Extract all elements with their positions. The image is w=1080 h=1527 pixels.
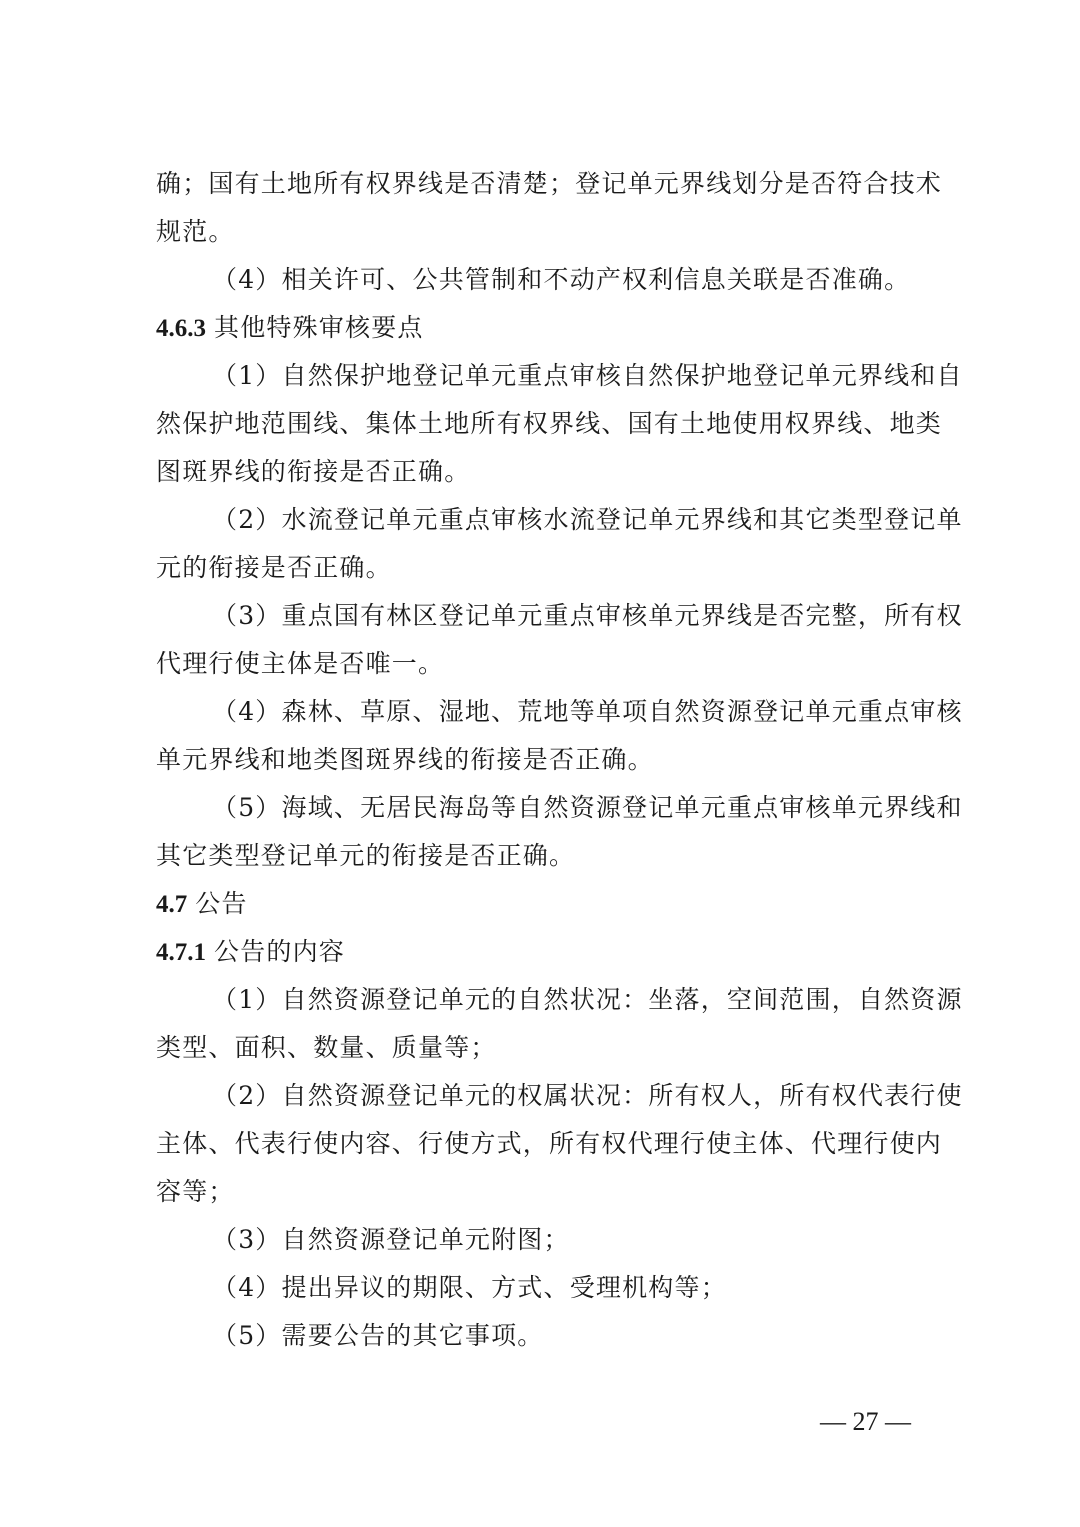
section-number: 4.6.3 bbox=[156, 315, 206, 342]
paragraph-first-line: （2）自然资源登记单元的权属状况：所有权人，所有权代表行使 bbox=[212, 1081, 963, 1110]
paragraph-line: 容等； bbox=[156, 1177, 235, 1206]
page-footer bbox=[0, 1402, 1080, 1442]
section-number: 4.7.1 bbox=[156, 939, 206, 966]
section-title: 公告的内容 bbox=[214, 937, 346, 966]
paragraph-line: 规范。 bbox=[156, 217, 235, 246]
section-number: 4.7 bbox=[156, 891, 188, 918]
paragraph-first-line: （4）提出异议的期限、方式、受理机构等； bbox=[212, 1273, 727, 1302]
paragraph-first-line: （5）海域、无居民海岛等自然资源登记单元重点审核单元界线和 bbox=[212, 793, 963, 822]
paragraph-first-line: （3）重点国有林区登记单元重点审核单元界线是否完整，所有权 bbox=[212, 601, 963, 630]
paragraph-first-line: （3）自然资源登记单元附图； bbox=[212, 1225, 570, 1254]
paragraph-line: 单元界线和地类图斑界线的衔接是否正确。 bbox=[156, 745, 654, 774]
paragraph-line: 元的衔接是否正确。 bbox=[156, 553, 392, 582]
paragraph-line: 图斑界线的衔接是否正确。 bbox=[156, 457, 471, 486]
paragraph-line: 其它类型登记单元的衔接是否正确。 bbox=[156, 841, 576, 870]
paragraph-first-line: （1）自然资源登记单元的自然状况：坐落，空间范围，自然资源 bbox=[212, 985, 963, 1014]
section-heading bbox=[156, 880, 926, 928]
paragraph-first-line: （4）森林、草原、湿地、荒地等单项自然资源登记单元重点审核 bbox=[212, 697, 963, 726]
paragraph-first-line: （1）自然保护地登记单元重点审核自然保护地登记单元界线和自 bbox=[212, 361, 963, 390]
paragraph-first-line: （4）相关许可、公共管制和不动产权利信息关联是否准确。 bbox=[212, 265, 911, 294]
document-body bbox=[156, 160, 963, 1360]
page-number: — 27 — bbox=[820, 1407, 911, 1436]
section-title: 其他特殊审核要点 bbox=[214, 313, 424, 342]
paragraph-line: 类型、面积、数量、质量等； bbox=[156, 1033, 497, 1062]
section-heading bbox=[156, 928, 926, 976]
section-heading bbox=[156, 304, 926, 352]
paragraph-first-line: （5）需要公告的其它事项。 bbox=[212, 1321, 544, 1350]
paragraph-line: 然保护地范围线、集体土地所有权界线、国有土地使用权界线、地类 bbox=[156, 409, 943, 438]
paragraph-line: 确；国有土地所有权界线是否清楚；登记单元界线划分是否符合技术 bbox=[156, 169, 943, 198]
section-title: 公告 bbox=[195, 889, 248, 918]
paragraph-first-line: （2）水流登记单元重点审核水流登记单元界线和其它类型登记单 bbox=[212, 505, 963, 534]
paragraph-line: 主体、代表行使内容、行使方式，所有权代理行使主体、代理行使内 bbox=[156, 1129, 943, 1158]
paragraph-line: 代理行使主体是否唯一。 bbox=[156, 649, 445, 678]
